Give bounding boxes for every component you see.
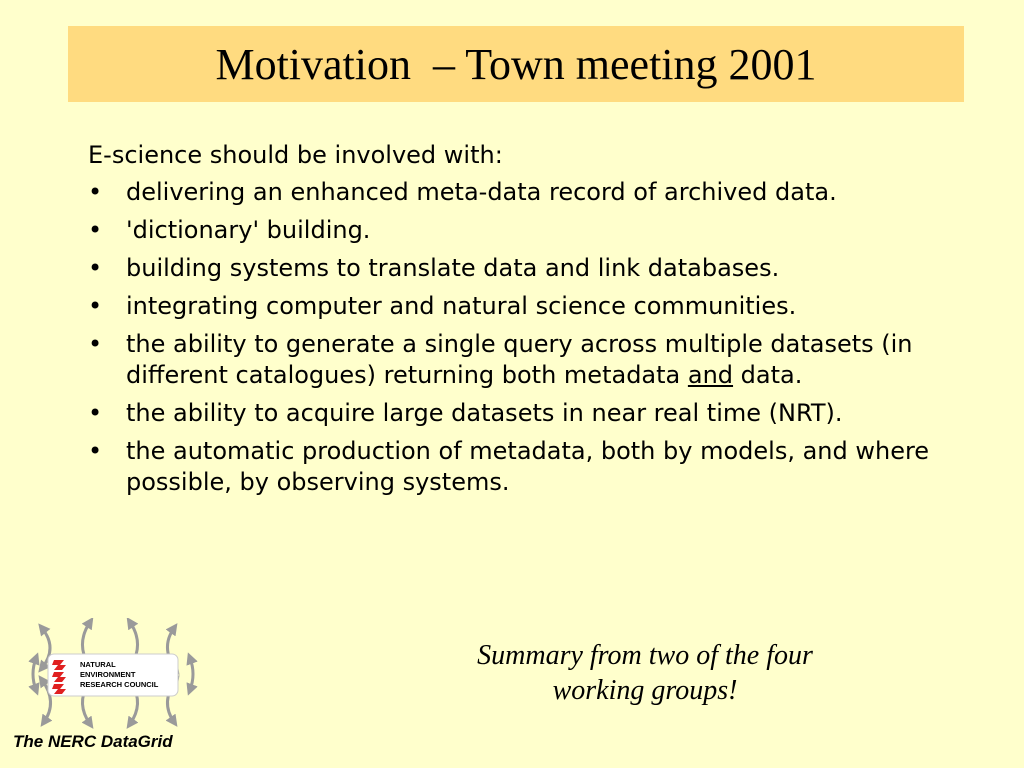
bullet-item: • delivering an enhanced meta-data record of archived data. [88,178,837,206]
bullet-item: • 'dictionary' building. [88,216,371,244]
bullet-icon: • [88,178,103,206]
intro-text: E-science should be involved with: [88,141,503,169]
bullet-item: • integrating computer and natural science communities. [88,292,797,320]
bullet-icon: • [88,216,103,244]
bullet-icon: • [88,437,103,465]
summary-note: Summary from two of the four working groups! [477,640,813,706]
logo-line: NATURAL [80,660,116,669]
nerc-logo [28,618,198,730]
slide-body [88,140,948,505]
bullet-item: • building systems to translate data and link databases. [88,254,780,282]
bullet-icon: • [88,254,103,282]
underlined-and: and [687,361,734,389]
logo-line: ENVIRONMENT [80,670,136,679]
bullet-icon: • [88,399,103,427]
logo-line: RESEARCH COUNCIL [80,680,159,689]
bullet-list [88,177,948,498]
slide-title: Motivation – Town meeting 2001 [215,39,817,89]
bullet-icon: • [88,330,103,358]
bullet-item: • the ability to acquire large datasets in near real time (NRT). [88,399,843,427]
title-bar [68,26,964,102]
bullet-icon: • [88,292,103,320]
bullet-item: • the ability to generate a single query across multiple datasets (in different catalogues) returning both metadata and data. [88,330,913,389]
bullet-item: • the automatic production of metadata, both by models, and where possible, by observing systems. [88,437,930,496]
datagrid-label: The NERC DataGrid [13,732,173,751]
